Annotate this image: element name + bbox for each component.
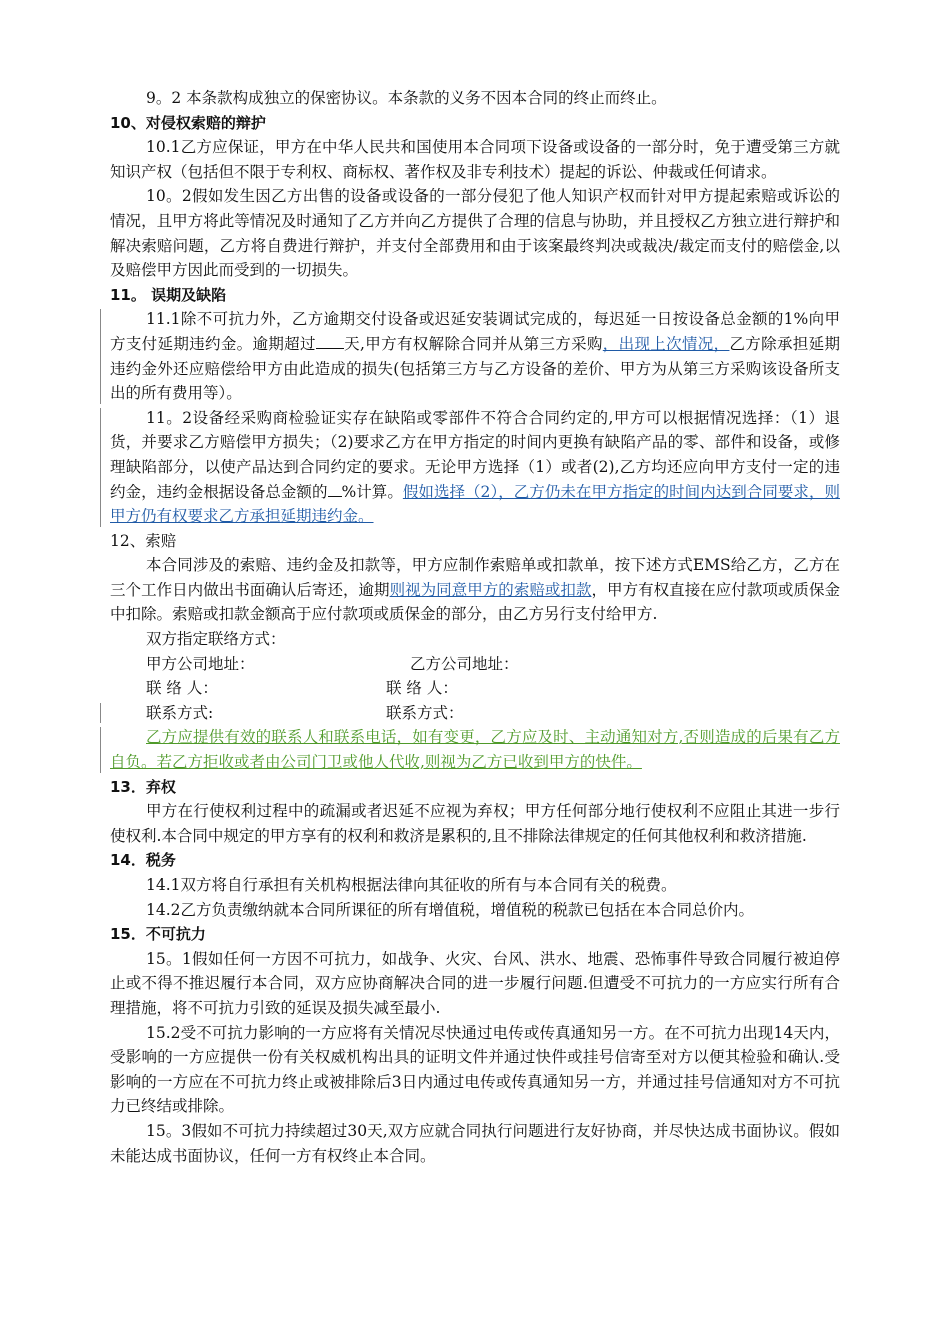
clause-12-insertion: 则视为同意甲方的索赔或扣款 [389,580,592,599]
clause-11-1 [110,307,840,405]
party-a-person-label: 联 络 人： [146,679,218,698]
party-b-method-label: 联系方式： [386,703,464,722]
heading-10: 10、对侵权索赔的辩护 [110,113,266,132]
heading-13: 13．弃权 [110,777,176,796]
overdue-days-blank [316,334,344,349]
clause-14-1: 14.1双方将自行承担有关机构根据法律向其征收的所有与本合同有关的税费。 [146,876,677,894]
clause-11-1-part-c: 乙方除承担延期违约金外还应赔偿给甲方由此造成的损失(包括第三方与乙方设备的差价、甲方为从第三方采购该设备所支出的所有费用等）。 [110,334,840,403]
clause-11-1-part-a: 11.1除不可抗力外，乙方逾期交付设备或迟延安装调试完成的，每迟延一日按设备总金额的1%向甲方支付延期违约金。逾期超过 [110,310,840,353]
contact-address-row [110,652,840,677]
heading-12: 12、索赔 [110,531,177,550]
contact-person-row [110,676,840,701]
clause-15-1: 15。1假如任何一方因不可抗力，如战争、火灾、台风、洪水、地震、恐怖事件导致合同履行被迫停止或不得不推迟履行本合同，双方应协商解决合同的进一步履行问题.但遭受不可抗力的一方应实行所有合理措施，将不可抗力引致的延误及损失减至最小. [110,949,840,1017]
clause-11-1-insertion: ，出现上次情况， [602,334,730,353]
clause-15-3: 15。3假如不可抗力持续超过30天,双方应就合同执行问题进行友好协商，并尽快达成书面协议。假如未能达成书面协议，任何一方有权终止本合同。 [110,1121,840,1165]
clause-12-part-a: 本合同涉及的索赔、违约金及扣款等，甲方应制作索赔单或扣款单，按下述方式EMS给乙方，乙方在三个工作日内做出书面确认后寄还，逾期 [110,556,840,599]
heading-14: 14．税务 [110,851,176,870]
clause-11-2 [110,406,840,529]
clause-9-2: 9。2 本条款构成独立的保密协议。本条款的义务不因本合同的终止而终止。 [146,89,667,107]
heading-15: 15．不可抗力 [110,925,206,944]
clause-10-2: 10。2假如发生因乙方出售的设备或设备的一部分侵犯了他人知识产权而针对甲方提起索赔或诉讼的情况，且甲方将此等情况及时通知了乙方并向乙方提供了合理的信息与协助，并且授权乙方独立进行辩护和解决索赔问题，乙方将自费进行辩护，并支付全部费用和由于该案最终判决或裁决/裁定而支付的赔偿金,以及赔偿甲方因此而受到的一切损失。 [110,187,840,280]
clause-12-contact-insertion: 乙方应提供有效的联系人和联系电话，如有变更，乙方应及时、主动通知对方,否则造成的后果有乙方自负。若乙方拒收或者由公司门卫或他人代收,则视为乙方已收到甲方的快件。 [110,725,840,774]
clause-11-1-part-b: 天,甲方有权解除合同并从第三方采购 [343,334,603,353]
clause-12 [110,553,840,627]
clause-12-part-b: ，甲方有权直接在应付款项或质保金中扣除。索赔或扣款金额高于应付款项或质保金的部分，由乙方另行支付给甲方. [110,580,840,624]
party-a-address-label: 甲方公司地址： [146,654,255,673]
clause-14-2: 14.2乙方负责缴纳就本合同所课征的所有增值税，增值税的税款已包括在本合同总价内。 [146,900,755,919]
clause-10-1: 10.1乙方应保证，甲方在中华人民共和国使用本合同项下设备或设备的一部分时，免于遭受第三方就知识产权（包括但不限于专利权、商标权、著作权及非专利技术）提起的诉讼、仲裁或任何请求。 [110,138,840,181]
heading-11: 11。 误期及缺陷 [110,285,227,304]
clause-11-2-insertion: 假如选择（2），乙方仍未在甲方指定的时间内达到合同要求，则甲方仍有权要求乙方承担延期违约金。 [110,482,840,526]
clause-13: 甲方在行使权利过程中的疏漏或者迟延不应视为弃权；甲方任何部分地行使权利不应阻止其进一步行使权利.本合同中规定的甲方享有的权利和救济是累积的,且不排除法律规定的任何其他权利和救济措施. [110,802,840,845]
clause-11-2-part-a: 11。2设备经采购商检验证实存在缺陷或零部件不符合合同约定的,甲方可以根据情况选择：（1）退货，并要求乙方赔偿甲方损失；（2)要求乙方在甲方指定的时间内更换有缺陷产品的零、部件和设备，或修理缺陷部分，以使产品达到合同约定的要求。无论甲方选择（1）或者(2),乙方均还应向甲方支付一定的违约金，违约金根据设备总金额的 [110,408,840,501]
party-b-person-label: 联 络 人： [386,679,458,698]
contact-title: 双方指定联络方式： [146,630,286,649]
clause-11-2-part-b: %计算。 [341,482,403,501]
clause-15-2: 15.2受不可抗力影响的一方应将有关情况尽快通过电传或传真通知另一方。在不可抗力出现14天内，受影响的一方应提供一份有关权威机构出具的证明文件并通过快件或挂号信寄至对方以便其检验和确认.受影响的一方应在不可抗力终止或被排除后3日内通过电传或传真通知另一方，并通过挂号信通知对方不可抗力已终结或排除。 [110,1023,840,1116]
contract-page [110,86,840,1168]
contact-method-row [110,701,840,726]
party-b-address-label: 乙方公司地址： [410,654,519,673]
penalty-percent-blank [328,482,342,497]
party-a-method-label: 联系方式: [146,703,214,722]
